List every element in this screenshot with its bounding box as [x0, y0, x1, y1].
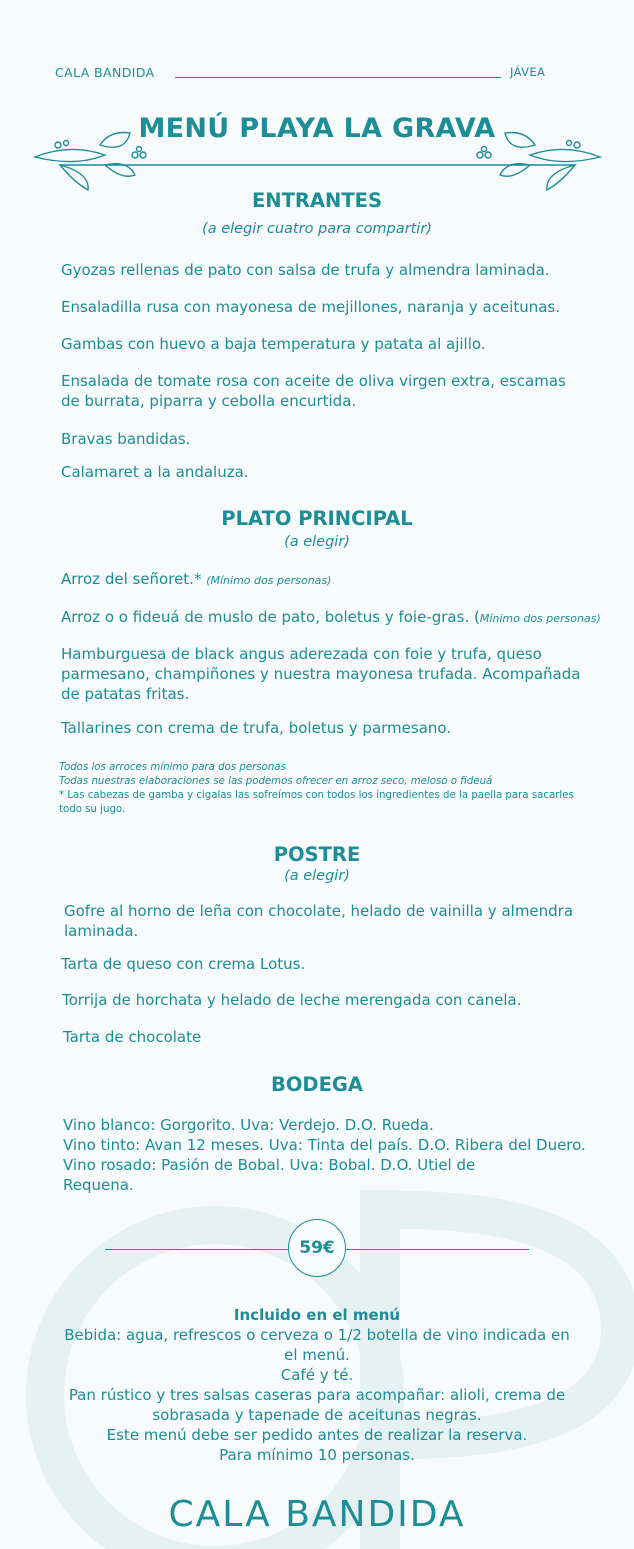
header-brand: CALA BANDIDA — [55, 65, 155, 80]
price-divider-right — [346, 1249, 529, 1250]
footnote: * Las cabezas de gamba y cigalas las sofreímos con todos los ingredientes de la paella para sacarles todo su jugo. — [59, 790, 574, 815]
list-item: Gambas con huevo a baja temperatura y patata al ajillo. — [61, 335, 486, 353]
list-item: Gyozas rellenas de pato con salsa de trufa y almendra laminada. — [61, 261, 550, 279]
list-item: Gofre al horno de leña con chocolate, helado de vainilla y almendra laminada. — [64, 902, 574, 940]
price-divider-left — [105, 1249, 289, 1250]
section-heading-bodega: BODEGA — [270, 1073, 364, 1096]
list-item: Calamaret a la andaluza. — [61, 463, 249, 481]
list-item: Tallarines con crema de trufa, boletus y parmesano. — [61, 719, 452, 737]
included-line: Café y té. — [280, 1366, 354, 1384]
list-item: Vino rosado: Pasión de Bobal. Uva: Bobal. D.O. Utiel de Requena. — [63, 1156, 476, 1194]
price-badge: 59€ — [288, 1219, 346, 1277]
list-item: Arroz o o fideuá de muslo de pato, boletus y foie-gras. (Mínimo dos personas) — [61, 608, 601, 626]
section-subtitle-entrantes: (a elegir cuatro para compartir) — [202, 221, 432, 237]
included-title: Incluido en el menú — [233, 1306, 401, 1324]
list-item: Ensaladilla rusa con mayonesa de mejillones, naranja y aceitunas. — [61, 298, 560, 316]
section-subtitle-principal: (a elegir) — [284, 534, 350, 550]
header-divider — [175, 77, 501, 78]
header-location: JÁVEA — [510, 65, 546, 79]
list-item: Tarta de chocolate — [63, 1028, 202, 1046]
section-subtitle-postre: (a elegir) — [284, 868, 350, 884]
footnote: Todos los arroces mínimo para dos personas — [59, 762, 286, 773]
section-heading-entrantes: ENTRANTES — [251, 189, 383, 212]
included-line: Este menú debe ser pedido antes de realizar la reserva. — [106, 1426, 528, 1444]
menu-title: MENÚ PLAYA LA GRAVA — [138, 113, 496, 144]
section-heading-principal: PLATO PRINCIPAL — [221, 507, 413, 530]
list-item: Vino blanco: Gorgorito. Uva: Verdejo. D.O. Rueda. — [63, 1116, 434, 1134]
list-item: Hamburguesa de black angus aderezada con foie y trufa, queso parmesano, champiñones y nuestra mayonesa trufada. Acompañada de patatas fritas. — [61, 645, 581, 703]
footer-brand: CALA BANDIDA — [168, 1494, 466, 1535]
list-item: Tarta de queso con crema Lotus. — [61, 955, 306, 973]
list-item: Bravas bandidas. — [61, 430, 191, 448]
list-item: Vino tinto: Avan 12 meses. Uva: Tinta del país. D.O. Ribera del Duero. — [63, 1136, 586, 1154]
list-item: Torrija de horchata y helado de leche merengada con canela. — [62, 991, 522, 1009]
included-line: Bebida: agua, refrescos o cerveza o 1/2 botella de vino indicada en el menú. — [64, 1326, 570, 1364]
section-heading-postre: POSTRE — [273, 843, 361, 866]
list-item: Ensalada de tomate rosa con aceite de oliva virgen extra, escamas de burrata, piparra y cebolla encurtida. — [61, 372, 566, 410]
included-line: Para mínimo 10 personas. — [219, 1446, 415, 1464]
list-item: Arroz del señoret.* (Mínimo dos personas) — [61, 570, 332, 588]
included-line: Pan rústico y tres salsas caseras para acompañar: alioli, crema de sobrasada y tapenade de aceitunas negras. — [68, 1386, 566, 1424]
footnote: Todas nuestras elaboraciones se las podemos ofrecer en arroz seco, meloso o fideuá — [59, 776, 493, 787]
